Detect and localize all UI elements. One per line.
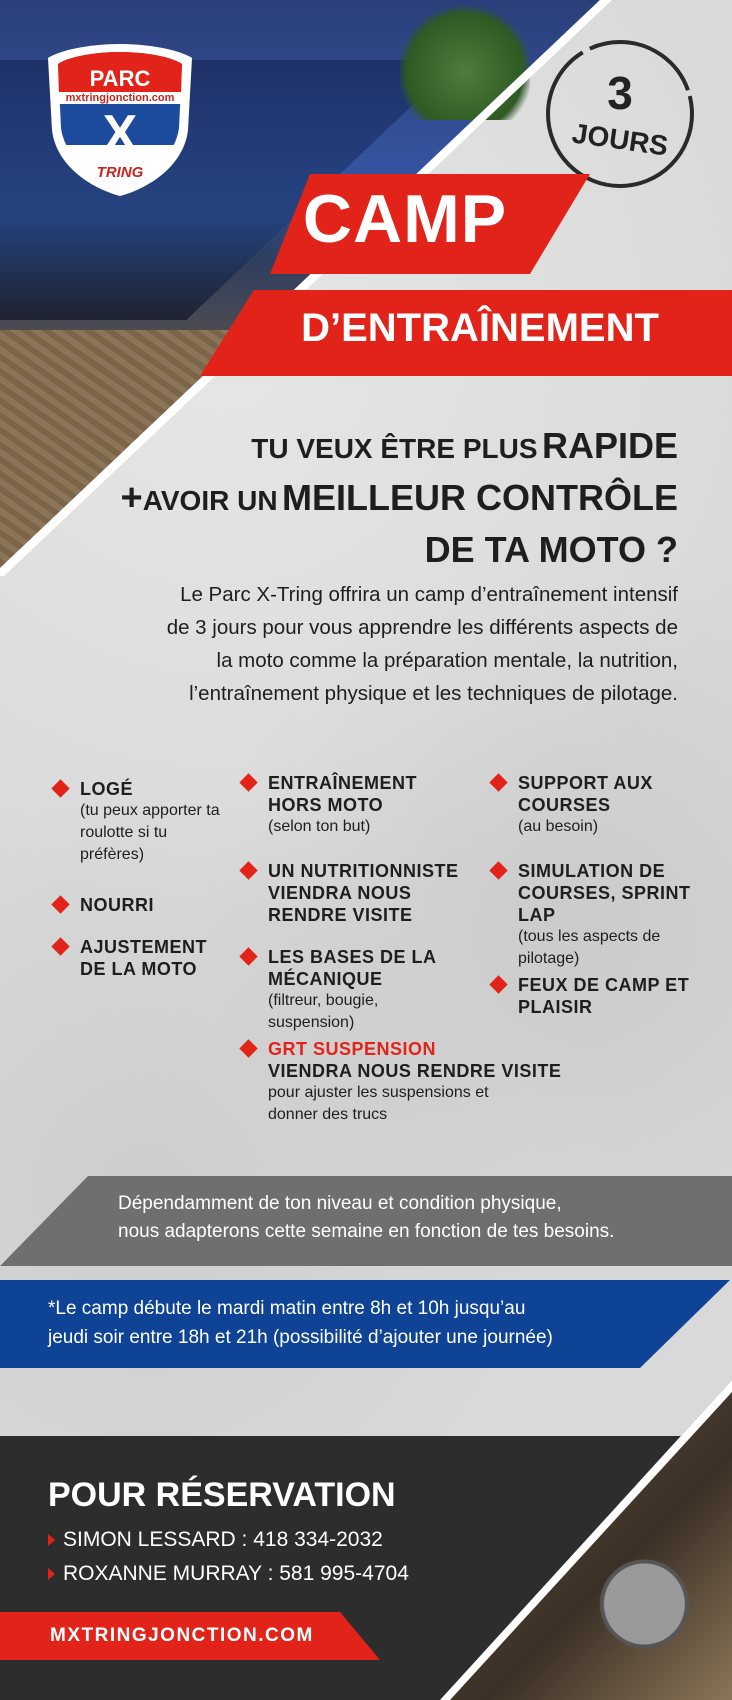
feature-subtitle: (selon ton but) (268, 818, 371, 835)
contact-text: SIMON LESSARD : 418 334-2032 (63, 1528, 383, 1551)
triangle-icon (48, 1534, 55, 1546)
diamond-icon (239, 861, 257, 879)
feature-subtitle: pour ajuster les suspensions et donner des trucs (268, 1084, 489, 1123)
feature-title: LOGÉ (80, 779, 134, 799)
feature-title: NOURRI (80, 895, 154, 915)
triangle-icon (48, 1568, 55, 1580)
feature-loge (80, 778, 230, 866)
diamond-icon (239, 947, 257, 965)
feature-title: AJUSTEMENT DE LA MOTO (80, 937, 208, 979)
badge-number: 3 (607, 67, 633, 119)
headline-line3: DE TA MOTO ? (424, 529, 678, 570)
intro-line: Le Parc X-Tring offrira un camp d’entraînement intensif (180, 583, 678, 606)
blue-banner-text (48, 1294, 648, 1352)
contact-text: ROXANNE MURRAY : 581 995-4704 (63, 1562, 409, 1585)
headline-line1-small: TU VEUX ÊTRE PLUS (251, 433, 538, 464)
headline-line2-small: AVOIR UN (142, 485, 278, 516)
entrainement-title: D’ENTRAÎNEMENT (301, 306, 659, 350)
feature-title: VIENDRA NOUS RENDRE VISITE (268, 1061, 562, 1081)
intro-line: l’entraînement physique et les techniques de pilotage. (189, 682, 678, 705)
diamond-icon (489, 975, 507, 993)
feature-subtitle: (filtreur, bougie, suspension) (268, 992, 379, 1031)
feature-subtitle: (au besoin) (518, 818, 599, 835)
intro-paragraph (38, 578, 678, 710)
grey-banner-text (118, 1190, 718, 1246)
feature-grt (268, 1038, 608, 1126)
parc-xtring-logo (40, 40, 200, 200)
grey-line: Dépendamment de ton niveau et condition physique, (118, 1193, 562, 1214)
feature-hors-moto (268, 772, 468, 838)
reservation-title: POUR RÉSERVATION (48, 1476, 396, 1514)
intro-line: la moto comme la préparation mentale, la nutrition, (216, 649, 678, 672)
logo-bottom-text: TRING (96, 164, 144, 181)
feature-title-red: GRT SUSPENSION (268, 1039, 437, 1059)
headline-line2-big: MEILLEUR CONTRÔLE (282, 477, 678, 518)
diamond-icon (239, 1039, 257, 1057)
feature-title: SUPPORT AUX COURSES (518, 773, 653, 815)
days-badge (540, 34, 700, 194)
feature-support (518, 772, 698, 838)
feature-feux (518, 974, 698, 1018)
badge-word: JOURS (570, 117, 670, 162)
diamond-icon (51, 937, 69, 955)
logo-top-text: PARC (89, 66, 151, 91)
logo-letter: X (102, 105, 138, 163)
headline (118, 424, 678, 580)
feature-subtitle: (tu peux apporter ta roulotte si tu préfères) (80, 802, 220, 863)
website-link[interactable]: MXTRINGJONCTION.COM (50, 1625, 314, 1646)
diamond-icon (239, 773, 257, 791)
camp-title: CAMP (302, 181, 508, 257)
blue-line: *Le camp débute le mardi matin entre 8h et 10h jusqu’au (48, 1298, 526, 1319)
headline-plus: + (120, 477, 143, 519)
feature-title: SIMULATION DE COURSES, SPRINT LAP (518, 861, 691, 925)
feature-title: FEUX DE CAMP ET PLAISIR (518, 975, 690, 1017)
logo-url: mxtringjonction.com (52, 92, 188, 104)
feature-title: ENTRAÎNEMENT HORS MOTO (268, 773, 417, 815)
contact-simon (48, 1528, 383, 1552)
feature-nourri (80, 894, 230, 916)
diamond-icon (51, 895, 69, 913)
feature-subtitle: (tous les aspects de pilotage) (518, 928, 661, 967)
blue-line: jeudi soir entre 18h et 21h (possibilité d’ajouter une journée) (48, 1327, 553, 1348)
diamond-icon (51, 779, 69, 797)
feature-title: LES BASES DE LA MÉCANIQUE (268, 947, 436, 989)
feature-ajustement (80, 936, 230, 980)
feature-mecanique (268, 946, 468, 1034)
contact-roxanne (48, 1562, 409, 1586)
diamond-icon (489, 861, 507, 879)
feature-title: UN NUTRITIONNISTE VIENDRA NOUS RENDRE VISITE (268, 861, 459, 925)
feature-simulation (518, 860, 698, 970)
grey-line: nous adapterons cette semaine en fonction de tes besoins. (118, 1221, 615, 1242)
headline-line1-big: RAPIDE (541, 425, 678, 466)
intro-line: de 3 jours pour vous apprendre les différents aspects de (166, 616, 678, 639)
diamond-icon (489, 773, 507, 791)
feature-nutritionniste (268, 860, 468, 926)
tree-image (400, 0, 530, 120)
